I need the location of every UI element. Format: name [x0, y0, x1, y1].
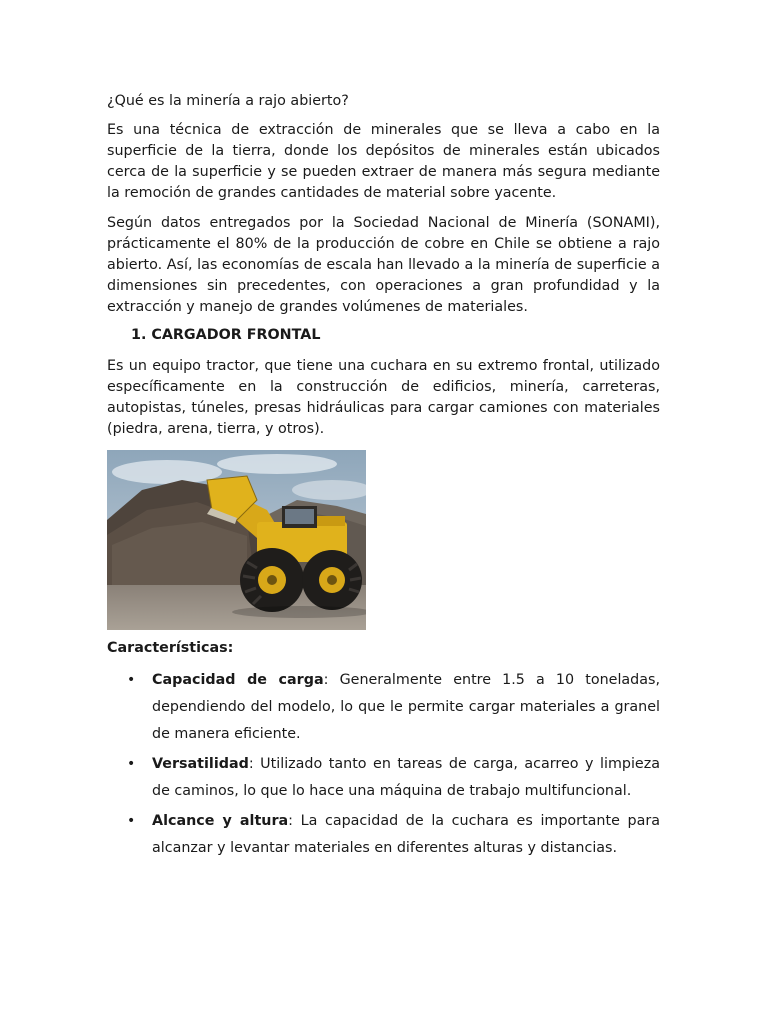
bullet-icon: •	[127, 672, 136, 688]
feature-item-versatility	[107, 751, 660, 805]
document-page	[107, 88, 660, 865]
feature-term: Capacidad de carga	[152, 672, 324, 688]
features-heading: Características:	[107, 640, 234, 656]
paragraph-loader-description: Es un equipo tractor, que tiene una cuchara en su extremo frontal, utilizado específicamente en la construcción de edificios, minería, carreteras, autopistas, túneles, presas hidráulicas para cargar camiones con materiales (piedra, arena, tierra, y otros).	[107, 358, 660, 437]
paragraph-sonami-data: Según datos entregados por la Sociedad Nacional de Minería (SONAMI), prácticamente el 80% de la producción de cobre en Chile se obtiene a rajo abierto. Así, las economías de escala han llevado a la minería de superficie a dimensiones sin precedentes, con operaciones a gran profundidad y la extracción y manejo de grandes volúmenes de materiales.	[107, 215, 660, 315]
question-title: ¿Qué es la minería a rajo abierto?	[107, 93, 349, 109]
feature-item-load-capacity	[107, 667, 660, 748]
feature-item-reach-height	[107, 808, 660, 862]
feature-description: : Generalmente entre 1.5 a 10 toneladas, dependiendo del modelo, lo que le permite cargar materiales a granel de manera eficiente.	[152, 672, 661, 742]
wheel-loader-photo	[107, 450, 366, 630]
features-list	[107, 667, 660, 862]
feature-term: Versatilidad	[152, 756, 249, 772]
bullet-icon: •	[127, 756, 136, 772]
feature-text	[152, 808, 660, 862]
section-heading: 1. CARGADOR FRONTAL	[131, 327, 321, 343]
feature-term: Alcance y altura	[152, 813, 289, 829]
bullet-icon: •	[127, 813, 136, 829]
feature-description: : La capacidad de la cuchara es importante para alcanzar y levantar materiales en diferentes alturas y distancias.	[152, 813, 660, 856]
feature-description: : Utilizado tanto en tareas de carga, acarreo y limpieza de caminos, lo que lo hace una máquina de trabajo multifuncional.	[152, 756, 660, 799]
feature-text	[152, 751, 660, 805]
paragraph-open-pit-definition: Es una técnica de extracción de minerales que se lleva a cabo en la superficie de la tierra, donde los depósitos de minerales están ubicados cerca de la superficie y se pueden extraer de manera más segura mediante la remoción de grandes cantidades de material sobre yacente.	[107, 122, 660, 201]
feature-text	[152, 667, 660, 748]
